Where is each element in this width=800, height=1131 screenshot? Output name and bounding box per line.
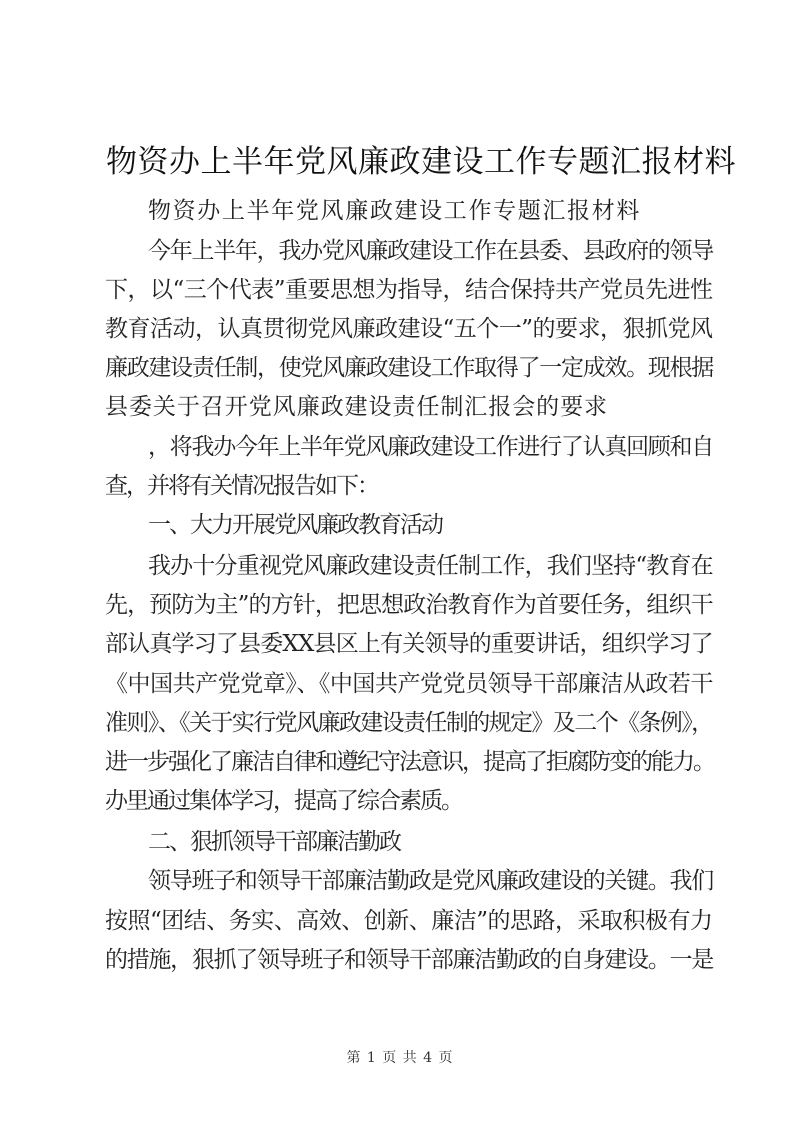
document-title: 物资办上半年党风廉政建设工作专题汇报材料 — [106, 144, 736, 180]
page-footer: 第 1 页 共 4 页 — [346, 1050, 454, 1066]
text-line: 教育活动，认真贯彻党风廉政建设“五个一”的要求，狠抓党风 — [105, 316, 713, 342]
text-line: 按照“团结、务实、高效、创新、廉洁”的思路，采取积极有力 — [105, 908, 713, 934]
text-line: 下，以“三个代表”重要思想为指导，结合保持共产党员先进性 — [105, 277, 713, 303]
text-line: 办里通过集体学习，提高了综合素质。 — [105, 788, 462, 814]
text-line: 《中国共产党党章》、《中国共产党党员领导干部廉洁从政若干 — [105, 671, 714, 697]
text-line: 领导班子和领导干部廉洁勤政是党风廉政建设的关键。我们 — [148, 868, 714, 894]
text-line: 查，并将有关情况报告如下： — [105, 473, 378, 499]
text-line: 先，预防为主”的方针，把思想政治教育作为首要任务，组织干 — [105, 592, 713, 618]
text-line: 一、大力开展党风廉政教育活动 — [148, 512, 442, 538]
text-line: 进一步强化了廉洁自律和遵纪守法意识，提高了拒腐防变的能力。 — [105, 749, 714, 775]
text-line: 准则》、《关于实行党风廉政建设责任制的规定》及二个《条例》， — [105, 710, 713, 736]
text-line: 二、狠抓领导干部廉洁勤政 — [148, 829, 400, 855]
text-line: 县委关于召开党风廉政建设责任制汇报会的要求 — [105, 394, 608, 420]
text-line: 我办十分重视党风廉政建设责任制工作，我们坚持“教育在 — [148, 553, 713, 579]
text-line: 的措施，狠抓了领导班子和领导干部廉洁勤政的自身建设。一是 — [105, 947, 714, 973]
text-line: 廉政建设责任制，使党风廉政建设工作取得了一定成效。现根据 — [105, 355, 714, 381]
text-line: 部认真学习了县委XX县区上有关领导的重要讲话，组织学习了 — [105, 631, 713, 657]
text-line: ，将我办今年上半年党风廉政建设工作进行了认真回顾和自 — [148, 434, 714, 460]
text-line: 物资办上半年党风廉政建设工作专题汇报材料 — [148, 198, 641, 224]
text-line: 今年上半年，我办党风廉政建设工作在县委、县政府的领导 — [148, 238, 714, 264]
